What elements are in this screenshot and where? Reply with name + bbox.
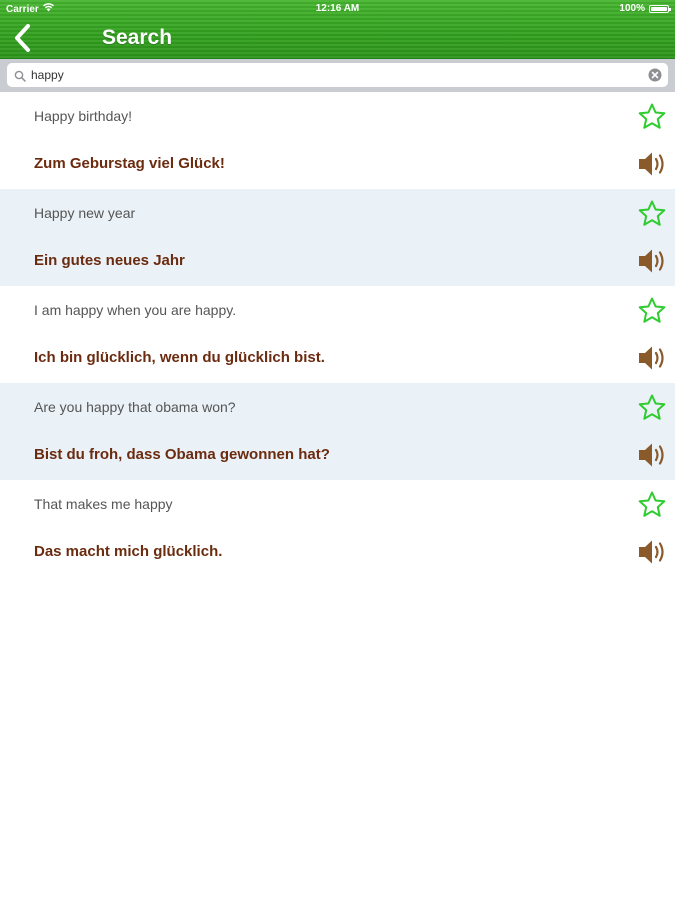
battery-icon (649, 5, 669, 13)
search-input[interactable] (31, 66, 631, 84)
page-title: Search (102, 26, 173, 49)
speaker-icon[interactable] (636, 343, 668, 373)
speaker-icon[interactable] (636, 537, 668, 567)
carrier-label: Carrier (6, 3, 39, 15)
english-phrase[interactable]: I am happy when you are happy. (34, 302, 237, 318)
speaker-icon[interactable] (636, 246, 668, 276)
list-item (0, 480, 675, 577)
list-item (0, 92, 675, 189)
battery-level (651, 7, 667, 11)
battery-percent-label: 100% (619, 3, 645, 14)
results-list (0, 92, 675, 577)
clear-icon[interactable] (648, 68, 662, 87)
favorite-star-icon[interactable] (637, 296, 667, 326)
favorite-star-icon[interactable] (637, 393, 667, 423)
german-phrase[interactable]: Das macht mich glücklich. (34, 543, 223, 560)
german-phrase[interactable]: Ich bin glücklich, wenn du glücklich bist. (34, 349, 325, 366)
favorite-star-icon[interactable] (637, 199, 667, 229)
favorite-star-icon[interactable] (637, 102, 667, 132)
status-right (619, 3, 669, 14)
clock-label: 12:16 AM (315, 3, 360, 14)
german-phrase[interactable]: Bist du froh, dass Obama gewonnen hat? (34, 446, 330, 463)
english-phrase[interactable]: That makes me happy (34, 496, 173, 512)
favorite-star-icon[interactable] (637, 490, 667, 520)
list-item (0, 383, 675, 480)
english-phrase[interactable]: Happy birthday! (34, 108, 133, 124)
back-button[interactable] (8, 22, 36, 54)
chevron-left-icon (13, 24, 31, 52)
speaker-icon[interactable] (636, 149, 668, 179)
german-phrase[interactable]: Ein gutes neues Jahr (34, 252, 185, 269)
english-phrase[interactable]: Are you happy that obama won? (34, 399, 236, 415)
navigation-bar (0, 18, 675, 58)
search-bar (0, 59, 675, 92)
status-bar (0, 0, 675, 18)
list-item (0, 286, 675, 383)
search-field[interactable] (7, 63, 668, 87)
list-item (0, 189, 675, 286)
top-bar (0, 0, 675, 59)
speaker-icon[interactable] (636, 440, 668, 470)
search-icon (14, 69, 26, 87)
english-phrase[interactable]: Happy new year (34, 205, 136, 221)
german-phrase[interactable]: Zum Geburstag viel Glück! (34, 155, 225, 172)
